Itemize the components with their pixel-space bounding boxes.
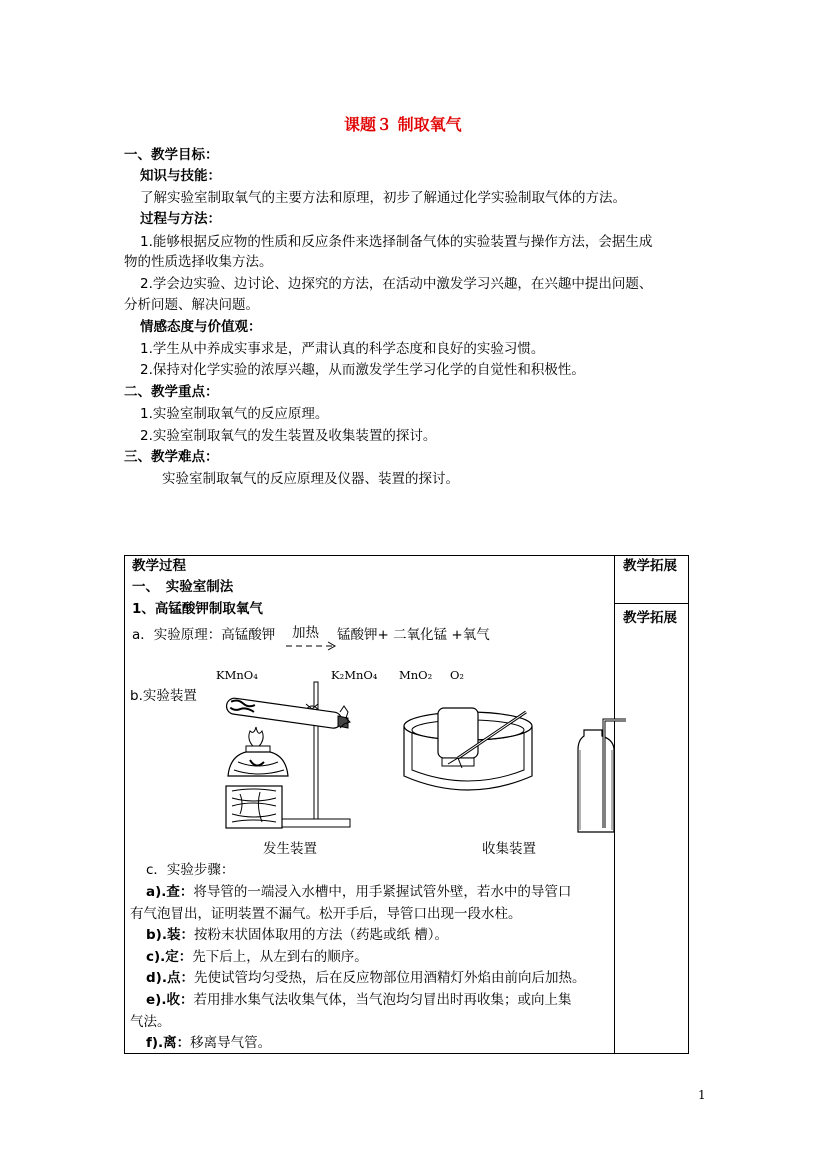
process-item-1-line2: 物的性质选择收集方法。	[124, 254, 273, 270]
page-number: 1	[698, 1088, 706, 1102]
page-title: 课题３ 制取氧气	[344, 115, 462, 134]
step-d-text: 先使试管均匀受热，后在反应物部位用酒精灯外焰由前向后加热。	[193, 970, 586, 986]
objectives-heading: 一、教学目标：	[124, 147, 219, 163]
step-e-key: e).收：	[146, 992, 194, 1008]
process-item-2-line2: 分析问题、解决问题。	[124, 297, 259, 313]
step-a-text-cont: 有气泡冒出，证明装置不漏气。松开手后，导管口出现一段水柱。	[130, 906, 522, 922]
difficulties-heading: 三、教学难点：	[124, 449, 219, 465]
section-lab-method: 一、 实验室制法	[132, 579, 234, 595]
step-d	[146, 969, 585, 987]
formula-o2: O₂	[450, 668, 465, 682]
step-c	[146, 948, 368, 966]
apparatus-label: b.实验装置	[130, 688, 197, 704]
step-e-text-cont: 气法。	[130, 1014, 171, 1030]
key-point-1: 1.实验室制取氧气的反应原理。	[140, 406, 329, 422]
step-e	[146, 991, 571, 1009]
emotion-item-2: 2.保持对化学实验的浓厚兴趣，从而激发学生学习化学的自觉性和积极性。	[140, 362, 585, 378]
process-item-2-line1: 2.学会边实验、边讨论、边探究的方法，在活动中激发学习兴趣，在兴趣中提出问题、	[140, 276, 653, 292]
step-b-key: b).装：	[146, 927, 194, 943]
subsection-kmno4: 1、高锰酸钾制取氧气	[132, 601, 263, 617]
step-a-text: 将导管的一端浸入水槽中，用手紧握试管外壁，若水中的导管口	[193, 884, 572, 900]
knowledge-text: 了解实验室制取氧气的主要方法和原理，初步了解通过化学实验制取气体的方法。	[140, 190, 626, 206]
teaching-process-header: 教学过程	[132, 558, 186, 574]
formula-kmno4: KMnO₄	[216, 668, 258, 682]
formula-k2mno4: K₂MnO₄	[331, 668, 378, 682]
step-f	[146, 1034, 271, 1052]
formula-mno2: MnO₂	[399, 668, 433, 682]
step-c-text: 先下后上，从左到右的顺序。	[192, 949, 368, 965]
caption-generation: 发生装置	[263, 841, 317, 857]
emotion-heading: 情感态度与价值观：	[140, 319, 262, 335]
step-b	[146, 926, 448, 944]
process-item-1-line1: 1.能够根据反应物的性质和反应条件来选择制备气体的实验装置与操作方法，会据生成	[140, 234, 653, 250]
knowledge-heading: 知识与技能：	[140, 168, 221, 184]
step-e-text: 若用排水集气法收集气体，当气泡均匀冒出时再收集；或向上集	[193, 992, 572, 1008]
step-d-key: d).点：	[146, 970, 194, 986]
step-a	[146, 883, 571, 901]
teaching-extension-header-1: 教学拓展	[623, 558, 677, 574]
principle-label: a．实验原理：高锰酸钾	[132, 627, 276, 643]
key-points-heading: 二、教学重点：	[124, 384, 219, 400]
gas-bottle-drawing	[574, 716, 630, 836]
water-trough-drawing	[396, 700, 542, 800]
principle-condition: 加热	[292, 625, 319, 641]
step-f-key: f).离：	[146, 1035, 191, 1051]
process-heading: 过程与方法：	[140, 211, 221, 227]
step-f-text: 移离导气管。	[190, 1035, 272, 1051]
steps-label: c．实验步骤：	[146, 862, 235, 878]
step-a-key: a).查：	[146, 884, 194, 900]
key-point-2: 2.实验室制取氧气的发生装置及收集装置的探讨。	[140, 428, 437, 444]
emotion-item-1: 1.学生从中养成实事求是，严肃认真的科学态度和良好的实验习惯。	[140, 341, 545, 357]
difficulties-text: 实验室制取氧气的反应原理及仪器、装置的探讨。	[162, 471, 459, 487]
principle-products: 锰酸钾+ 二氧化锰 +氧气	[337, 627, 490, 643]
generation-apparatus-drawing	[220, 676, 370, 834]
step-c-key: c).定：	[146, 949, 193, 965]
reaction-arrow-icon	[284, 640, 340, 652]
step-b-text: 按粉末状固体取用的方法（药匙或纸 槽）。	[193, 927, 449, 943]
caption-collection: 收集装置	[482, 841, 536, 857]
teaching-extension-header-2: 教学拓展	[623, 610, 677, 626]
